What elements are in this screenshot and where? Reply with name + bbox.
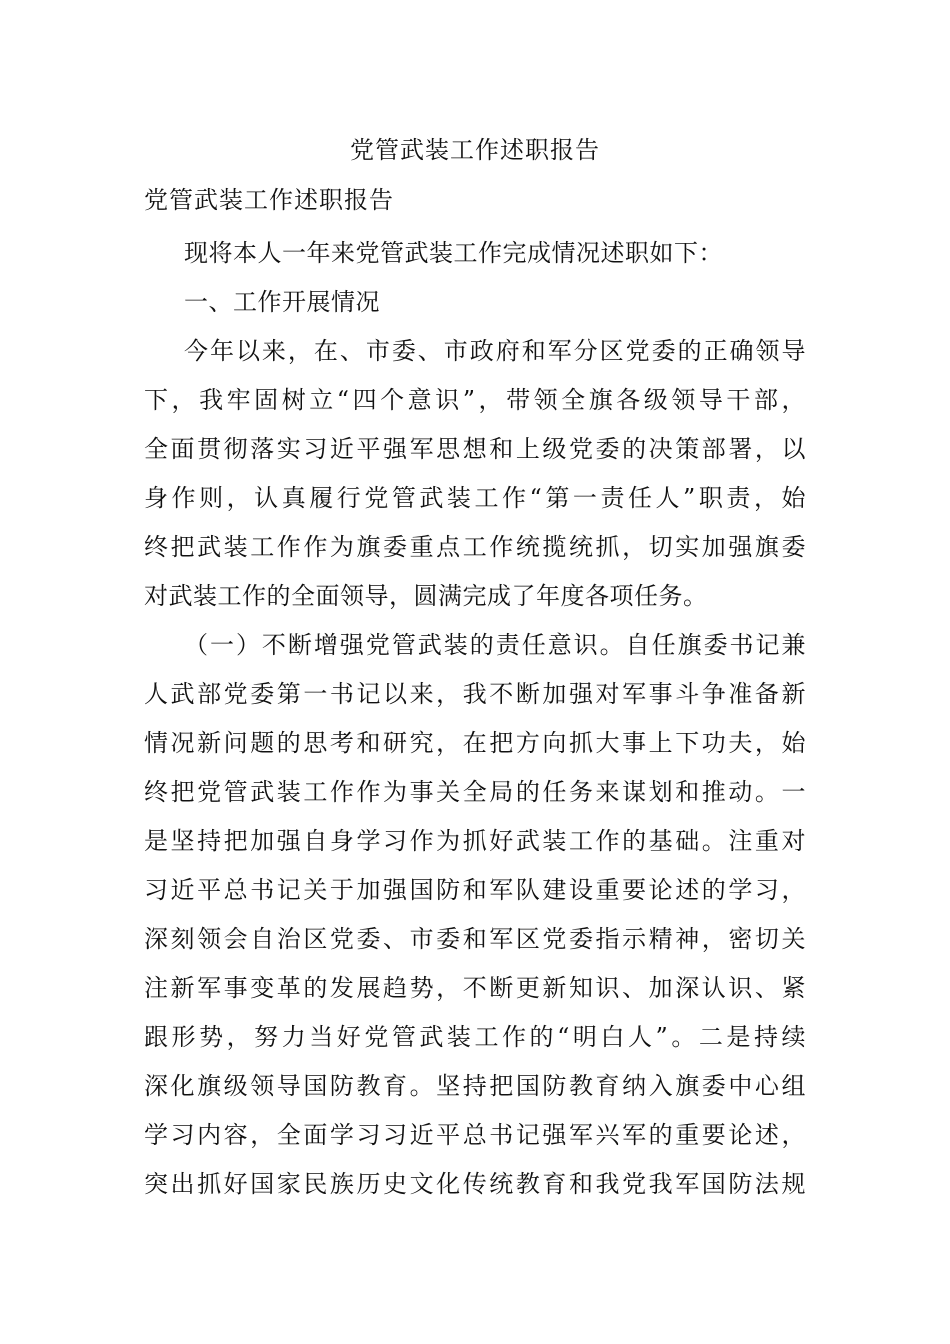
paragraph-line: 是坚持把加强自身学习作为抓好武装工作的基础。注重对	[144, 827, 806, 855]
paragraph-line: 对武装工作的全面领导，圆满完成了年度各项任务。	[144, 582, 708, 610]
paragraph-line: 突出抓好国家民族历史文化传统教育和我党我军国防法规	[144, 1170, 806, 1198]
paragraph-line: 终把党管武装工作作为事关全局的任务来谋划和推动。一	[144, 778, 806, 806]
paragraph-line: 情况新问题的思考和研究，在把方向抓大事上下功夫，始	[144, 729, 806, 757]
paragraph-line: 深刻领会自治区党委、市委和军区党委指示精神，密切关	[144, 925, 806, 953]
paragraph-line: 全面贯彻落实习近平强军思想和上级党委的决策部署，以	[144, 435, 806, 463]
document-title: 党管武装工作述职报告	[350, 136, 600, 164]
paragraph-line: 学习内容，全面学习习近平总书记强军兴军的重要论述，	[144, 1121, 806, 1149]
paragraph-line: 身作则，认真履行党管武装工作“第一责任人”职责，始	[144, 484, 806, 512]
document-subtitle: 党管武装工作述职报告	[144, 186, 394, 214]
paragraph-line: 现将本人一年来党管武装工作完成情况述职如下：	[184, 239, 723, 267]
paragraph-line: 跟形势，努力当好党管武装工作的“明白人”。二是持续	[144, 1023, 806, 1051]
paragraph-line: 深化旗级领导国防教育。坚持把国防教育纳入旗委中心组	[144, 1072, 806, 1100]
paragraph-line: 人武部党委第一书记以来，我不断加强对军事斗争准备新	[144, 680, 806, 708]
paragraph-line: （一）不断增强党管武装的责任意识。自任旗委书记兼	[184, 631, 806, 659]
paragraph-line: 今年以来，在、市委、市政府和军分区党委的正确领导	[184, 337, 806, 365]
paragraph-line: 终把武装工作作为旗委重点工作统揽统抓，切实加强旗委	[144, 533, 806, 561]
paragraph-line: 习近平总书记关于加强国防和军队建设重要论述的学习，	[144, 876, 806, 904]
paragraph-line: 注新军事变革的发展趋势，不断更新知识、加深认识、紧	[144, 974, 806, 1002]
section-heading: 一、工作开展情况	[184, 288, 380, 316]
document-body	[144, 229, 806, 1209]
paragraph-line: 下，我牢固树立“四个意识”，带领全旗各级领导干部，	[144, 386, 806, 414]
